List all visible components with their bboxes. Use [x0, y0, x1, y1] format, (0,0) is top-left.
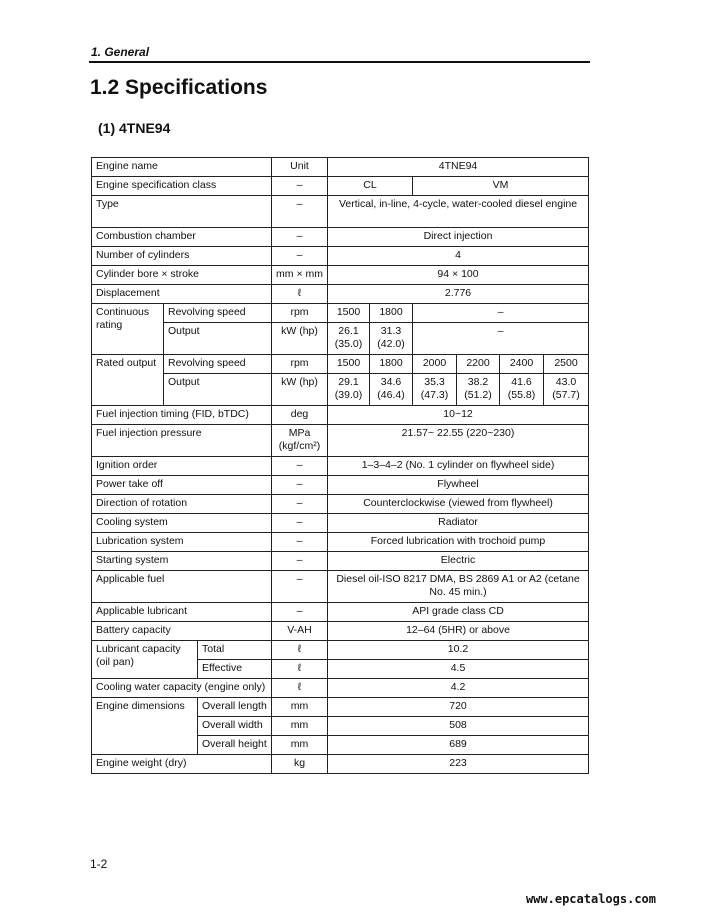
- cell-unit: mm: [272, 736, 328, 755]
- cell-unit: –: [272, 228, 328, 247]
- cell-value: 4: [328, 247, 589, 266]
- cell-value: 2000: [413, 355, 457, 374]
- table-row: [92, 514, 589, 533]
- cell-value: 2400: [500, 355, 544, 374]
- cell-unit: ℓ: [272, 641, 328, 660]
- cell-label: Battery capacity: [92, 622, 272, 641]
- cell-group-label: Rated output: [92, 355, 164, 406]
- cell-sublabel: Output: [164, 323, 272, 355]
- cell-unit: rpm: [272, 304, 328, 323]
- cell-unit: mm: [272, 698, 328, 717]
- cell-unit: kW (hp): [272, 323, 328, 355]
- cell-value: 34.6 (46.4): [370, 374, 413, 406]
- cell-unit: deg: [272, 406, 328, 425]
- cell-value: 1500: [328, 304, 370, 323]
- table-row: [92, 641, 589, 660]
- cell-unit: mm: [272, 717, 328, 736]
- cell-value: CL: [328, 177, 413, 196]
- page-number: 1-2: [90, 857, 108, 871]
- table-row: [92, 495, 589, 514]
- table-row: [92, 196, 589, 228]
- cell-value: –: [413, 304, 589, 323]
- cell-unit: –: [272, 495, 328, 514]
- table-row: [92, 571, 589, 603]
- cell-sublabel: Total: [198, 641, 272, 660]
- cell-unit: kW (hp): [272, 374, 328, 406]
- cell-label: Starting system: [92, 552, 272, 571]
- table-row: [92, 476, 589, 495]
- cell-unit: mm × mm: [272, 266, 328, 285]
- cell-sublabel: Revolving speed: [164, 355, 272, 374]
- cell-unit: –: [272, 552, 328, 571]
- cell-value: 43.0 (57.7): [544, 374, 589, 406]
- cell-value: Direct injection: [328, 228, 589, 247]
- cell-value: 31.3 (42.0): [370, 323, 413, 355]
- table-row: [92, 355, 589, 374]
- table-row: [92, 679, 589, 698]
- cell-group-label: Engine dimensions: [92, 698, 198, 755]
- cell-group-label: Lubricant capacity (oil pan): [92, 641, 198, 679]
- cell-value: 10~12: [328, 406, 589, 425]
- cell-value: 223: [328, 755, 589, 774]
- cell-label: Engine name: [92, 158, 272, 177]
- cell-sublabel: Overall height: [198, 736, 272, 755]
- table-row: [92, 622, 589, 641]
- cell-value: API grade class CD: [328, 603, 589, 622]
- cell-value: 4.2: [328, 679, 589, 698]
- cell-value: 720: [328, 698, 589, 717]
- site-url[interactable]: www.epcatalogs.com: [525, 892, 656, 906]
- cell-label: Fuel injection timing (FID, bTDC): [92, 406, 272, 425]
- cell-unit: –: [272, 457, 328, 476]
- table-row: [92, 457, 589, 476]
- cell-value: 35.3 (47.3): [413, 374, 457, 406]
- cell-label: Cooling system: [92, 514, 272, 533]
- cell-label: Combustion chamber: [92, 228, 272, 247]
- cell-value: 41.6 (55.8): [500, 374, 544, 406]
- table-row: [92, 158, 589, 177]
- table-row: [92, 374, 589, 406]
- cell-unit: –: [272, 177, 328, 196]
- cell-value: VM: [413, 177, 589, 196]
- cell-value: 94 × 100: [328, 266, 589, 285]
- table-row: [92, 552, 589, 571]
- cell-label: Type: [92, 196, 272, 228]
- cell-value: Forced lubrication with trochoid pump: [328, 533, 589, 552]
- cell-unit: –: [272, 196, 328, 228]
- cell-label: Fuel injection pressure: [92, 425, 272, 457]
- cell-value: Vertical, in-line, 4-cycle, water-cooled diesel engine: [328, 196, 589, 228]
- cell-value: Electric: [328, 552, 589, 571]
- header-rule: [89, 61, 590, 63]
- cell-label: Cooling water capacity (engine only): [92, 679, 272, 698]
- cell-label: Applicable fuel: [92, 571, 272, 603]
- table-row: [92, 698, 589, 717]
- table-row: [92, 228, 589, 247]
- cell-value: 10.2: [328, 641, 589, 660]
- cell-value: Diesel oil-ISO 8217 DMA, BS 2869 A1 or A2 (cetane No. 45 min.): [328, 571, 589, 603]
- cell-value: 38.2 (51.2): [457, 374, 500, 406]
- cell-unit: ℓ: [272, 679, 328, 698]
- table-row: [92, 266, 589, 285]
- cell-value: 1800: [370, 304, 413, 323]
- cell-unit: –: [272, 247, 328, 266]
- table-row: [92, 425, 589, 457]
- cell-unit: ℓ: [272, 285, 328, 304]
- cell-label: Lubrication system: [92, 533, 272, 552]
- table-row: [92, 406, 589, 425]
- table-row: [92, 247, 589, 266]
- cell-value: 1500: [328, 355, 370, 374]
- cell-value: 4.5: [328, 660, 589, 679]
- cell-value: –: [413, 323, 589, 355]
- cell-label: Cylinder bore × stroke: [92, 266, 272, 285]
- cell-label: Ignition order: [92, 457, 272, 476]
- running-head: 1. General: [91, 45, 150, 59]
- cell-unit: ℓ: [272, 660, 328, 679]
- cell-sublabel: Overall width: [198, 717, 272, 736]
- cell-value: Counterclockwise (viewed from flywheel): [328, 495, 589, 514]
- cell-value: 2200: [457, 355, 500, 374]
- cell-label: Number of cylinders: [92, 247, 272, 266]
- cell-value: 12–64 (5HR) or above: [328, 622, 589, 641]
- table-row: [92, 177, 589, 196]
- cell-value: Radiator: [328, 514, 589, 533]
- cell-label: Applicable lubricant: [92, 603, 272, 622]
- cell-value: 689: [328, 736, 589, 755]
- spec-table: [91, 157, 589, 774]
- cell-unit: –: [272, 603, 328, 622]
- cell-value: 21.57~ 22.55 (220~230): [328, 425, 589, 457]
- cell-unit: –: [272, 571, 328, 603]
- cell-unit: MPa (kgf/cm²): [272, 425, 328, 457]
- cell-value: Flywheel: [328, 476, 589, 495]
- cell-value: 508: [328, 717, 589, 736]
- table-row: [92, 285, 589, 304]
- cell-value: 26.1 (35.0): [328, 323, 370, 355]
- table-row: [92, 755, 589, 774]
- cell-unit: rpm: [272, 355, 328, 374]
- cell-unit: –: [272, 533, 328, 552]
- table-row: [92, 533, 589, 552]
- table-row: [92, 304, 589, 323]
- cell-label: Engine weight (dry): [92, 755, 272, 774]
- cell-label: Power take off: [92, 476, 272, 495]
- cell-unit: kg: [272, 755, 328, 774]
- cell-label: Displacement: [92, 285, 272, 304]
- cell-unit: V-AH: [272, 622, 328, 641]
- cell-unit: –: [272, 514, 328, 533]
- cell-value: 2500: [544, 355, 589, 374]
- cell-value: 4TNE94: [328, 158, 589, 177]
- cell-value: 1800: [370, 355, 413, 374]
- cell-sublabel: Revolving speed: [164, 304, 272, 323]
- cell-group-label: Continuous rating: [92, 304, 164, 355]
- cell-value: 29.1 (39.0): [328, 374, 370, 406]
- sub-title: (1) 4TNE94: [98, 120, 171, 136]
- cell-sublabel: Output: [164, 374, 272, 406]
- cell-value: 1–3–4–2 (No. 1 cylinder on flywheel side): [328, 457, 589, 476]
- cell-sublabel: Effective: [198, 660, 272, 679]
- table-row: [92, 323, 589, 355]
- cell-unit: –: [272, 476, 328, 495]
- cell-label: Direction of rotation: [92, 495, 272, 514]
- cell-label: Engine specification class: [92, 177, 272, 196]
- cell-unit: Unit: [272, 158, 328, 177]
- table-row: [92, 603, 589, 622]
- cell-value: 2.776: [328, 285, 589, 304]
- section-title: 1.2 Specifications: [90, 76, 268, 99]
- cell-sublabel: Overall length: [198, 698, 272, 717]
